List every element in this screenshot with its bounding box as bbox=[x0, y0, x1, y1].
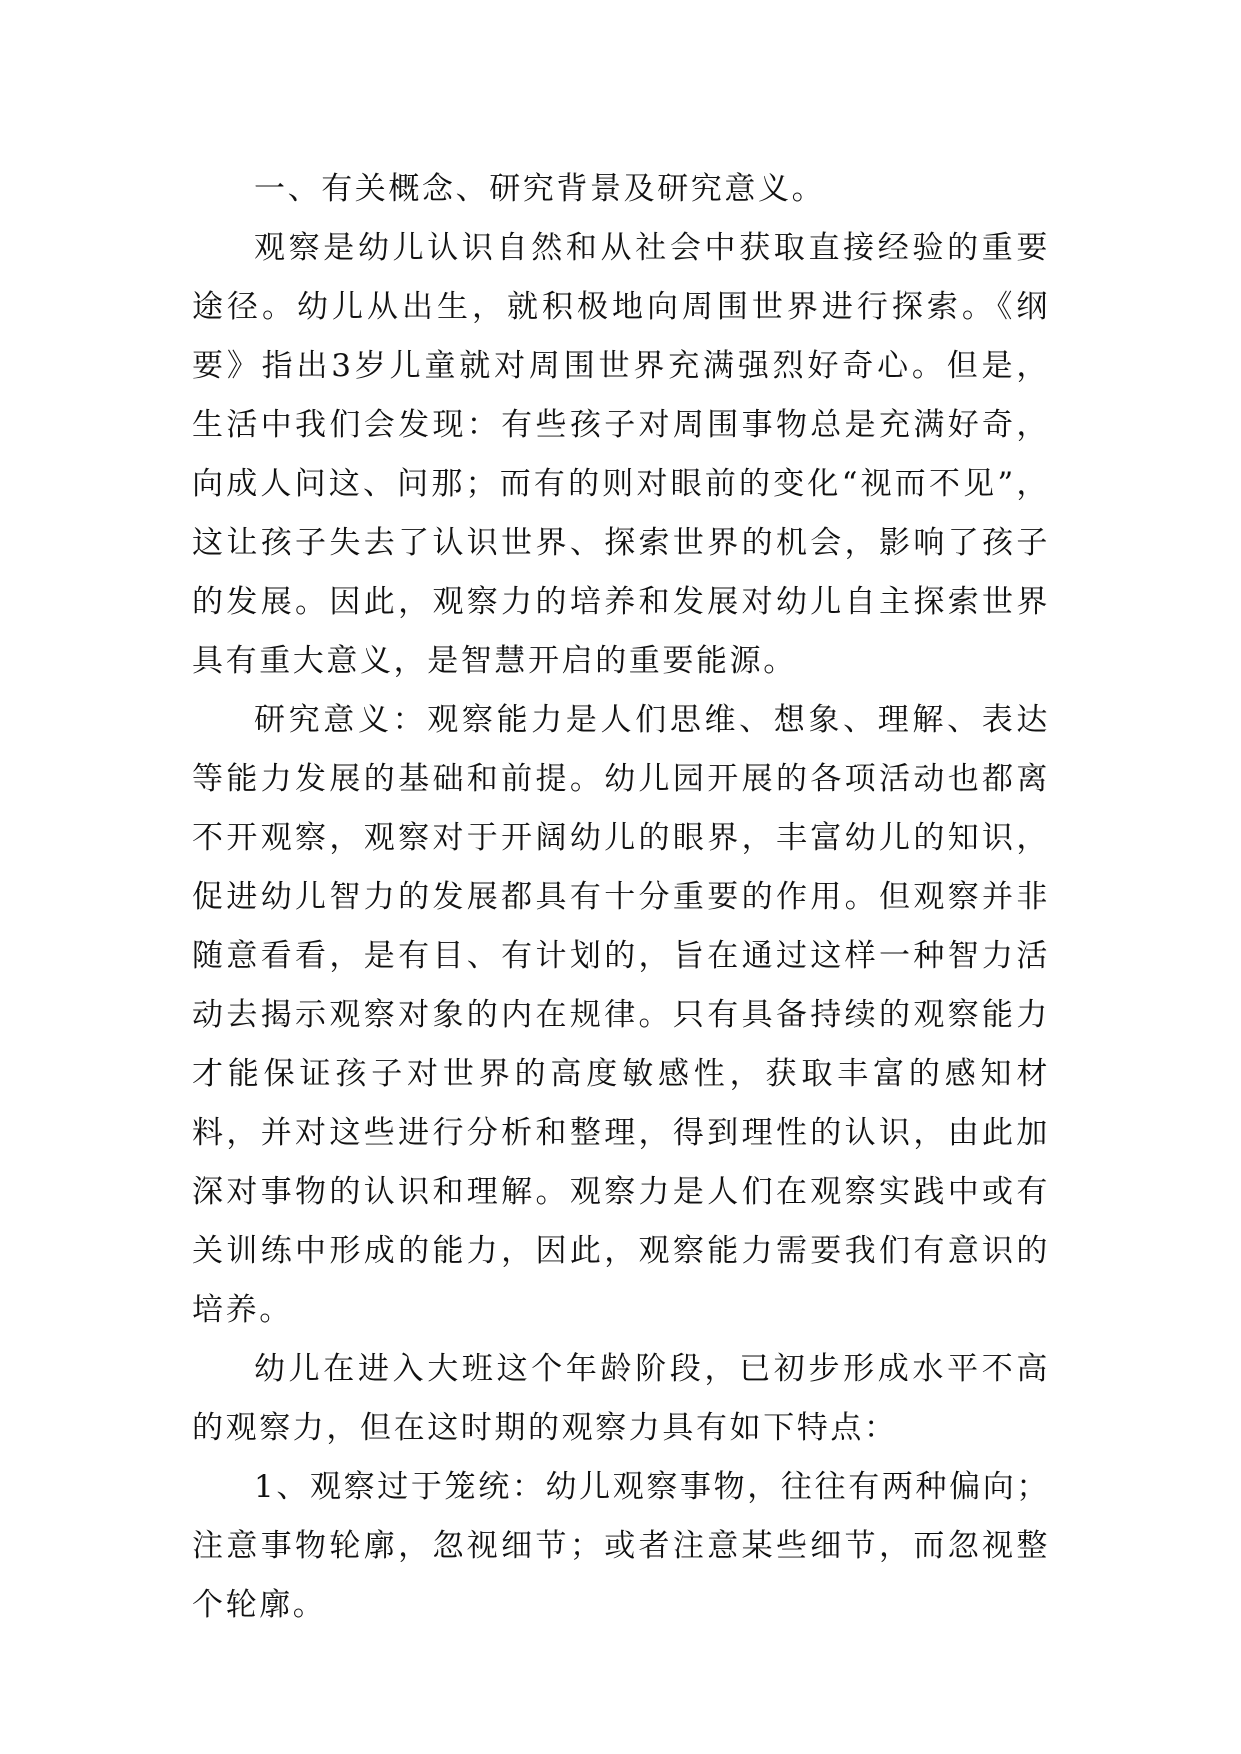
paragraph-observation-intro: 观察是幼儿认识自然和从社会中获取直接经验的重要途径。幼儿从出生，就积极地向周围世界进行探索。《纲要》指出3岁儿童就对周围世界充满强烈好奇心。但是，生活中我们会发现：有些孩子对周围事物总是充满好奇，向成人问这、问那；而有的则对眼前的变化“视而不见”，这让孩子失去了认识世界、探索世界的机会，影响了孩子的发展。因此，观察力的培养和发展对幼儿自主探索世界具有重大意义，是智慧开启的重要能源。 bbox=[192, 230, 1050, 679]
paragraph-age-stage: 幼儿在进入大班这个年龄阶段，已初步形成水平不高的观察力，但在这时期的观察力具有如下特点： bbox=[192, 1351, 1050, 1446]
section-heading: 一、有关概念、研究背景及研究意义。 bbox=[254, 171, 826, 207]
document-body bbox=[192, 160, 1050, 1635]
paragraph-research-significance: 研究意义：观察能力是人们思维、想象、理解、表达等能力发展的基础和前提。幼儿园开展的各项活动也都离不开观察，观察对于开阔幼儿的眼界，丰富幼儿的知识，促进幼儿智力的发展都具有十分重要的作用。但观察并非随意看看，是有目、有计划的，旨在通过这样一种智力活动去揭示观察对象的内在规律。只有具备持续的观察能力才能保证孩子对世界的高度敏感性，获取丰富的感知材料，并对这些进行分析和整理，得到理性的认识，由此加深对事物的认识和理解。观察力是人们在观察实践中或有关训练中形成的能力，因此，观察能力需要我们有意识的培养。 bbox=[192, 702, 1050, 1328]
paragraph-feature-1: 1、观察过于笼统：幼儿观察事物，往往有两种偏向；注意事物轮廓，忽视细节；或者注意某些细节，而忽视整个轮廓。 bbox=[192, 1469, 1050, 1623]
